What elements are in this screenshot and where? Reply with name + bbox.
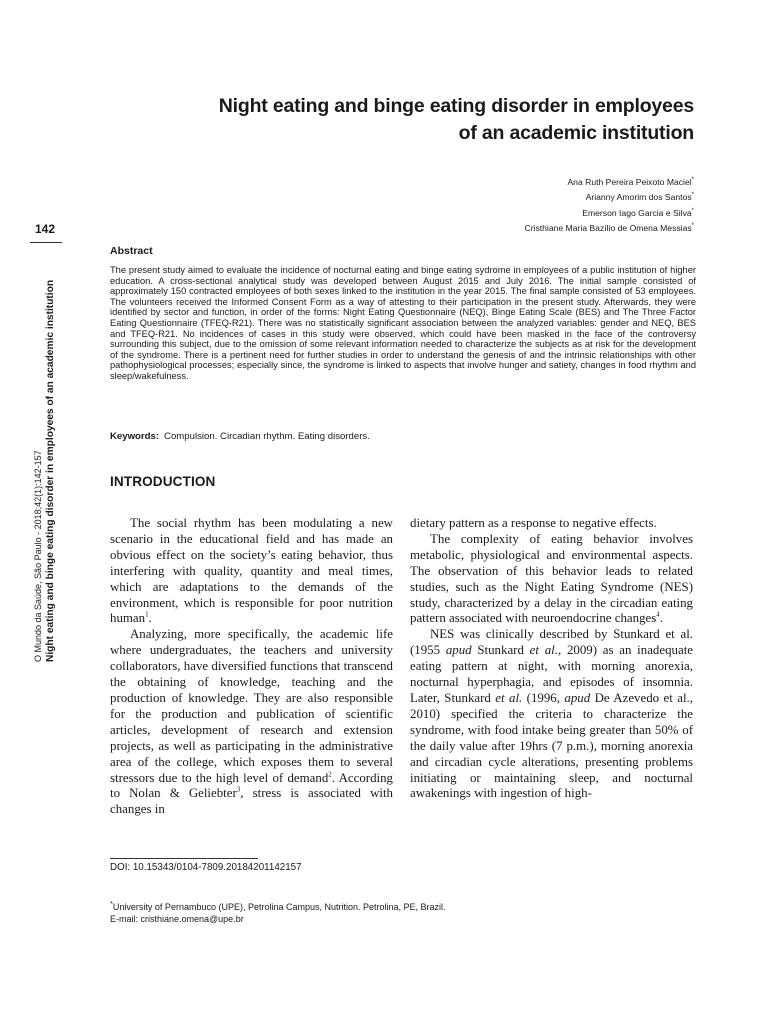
affiliation-email[interactable]: E-mail: cristhiane.omena@upe.br	[110, 913, 244, 924]
page-number-rule	[30, 242, 62, 243]
paragraph: The social rhythm has been modulating a new scenario in the educational field and has made an obvious effect on the society’s eating behavior, thus interfering with quality, quantity and meal times, which are adaptations to the demands of the environment, which is responsible for poor nutrition human$^1$.	[110, 516, 393, 626]
footnote-rule	[110, 858, 258, 859]
page-number: 142	[35, 222, 56, 236]
paragraph: dietary pattern as a response to negative effects.	[410, 516, 657, 530]
article-title-line-1: Night eating and binge eating disorder in employees	[218, 95, 694, 117]
author-name: Ana Ruth Pereira Peixoto Maciel*	[567, 176, 694, 187]
keywords-text: Compulsion. Circadian rhythm. Eating disorders.	[164, 431, 370, 442]
paragraph: NES was clinically described by Stunkard et al. (1955 apud Stunkard et al., 2009) as an inadequate eating pattern at night, with morning anorexia, nocturnal hyperphagia, and episodes of insomnia. Later, Stunkard et al. (1996, apud De Azevedo et al., 2010) specified the criteria to characterize the syndrome, with food intake being greater than 50% of the daily value after 19hrs (7 p.m.), morning anorexia and circadian cycle alterations, presenting problems initiating or maintaining sleep, and nocturnal awakenings with ingestion of high-	[410, 627, 693, 801]
affiliation-text: *University of Pernambuco (UPE), Petrolina Campus, Nutrition. Petrolina, PE, Brazil.	[110, 899, 446, 912]
author-name: Cristhiane Maria Bazílio de Omena Messias*	[524, 222, 694, 233]
keywords-label: Keywords:	[110, 431, 160, 442]
paragraph: Analyzing, more specifically, the academic life where undergraduates, the teachers and university collaborators, have diversified functions that transcend the obtaining of knowledge, teaching and the production of knowledge. They are also responsible for the production and publication of scientific articles, development of research and extension projects, as well as participating in the administrative area of the college, which exposes them to several stressors due to the high level of demand$^2$. According to Nolan & Geliebter$^3$, stress is associated with changes in	[110, 627, 393, 817]
author-name: Arianny Amorim dos Santos*	[585, 192, 694, 203]
journal-citation: O Mundo da Saúde, São Paulo - 2018;42(1):142-157	[33, 450, 43, 662]
paragraph: The complexity of eating behavior involves metabolic, physiological and environmental aspects. The observation of this behavior leads to related studies, such as the Night Eating Syndrome (NES) study, characterized by a delay in the circadian eating pattern associated with neuroendocrine changes$^4$.	[410, 531, 693, 626]
running-title: Night eating and binge eating disorder in employees of an academic institution	[45, 279, 56, 662]
article-title-line-2: of an academic institution	[458, 122, 694, 144]
article-title	[94, 93, 694, 147]
abstract-text: The present study aimed to evaluate the incidence of nocturnal eating and binge eating sydrome in employees of a public institution of higher education. A cross-sectional analytical study was developed between August 2015 and July 2016. The initial sample consisted of approximately 150 contracted employees of both sexes linked to the institution in the year 2015. The final sample consisted of 53 employees. The volunteers received the Informed Consent Form as a way of attesting to their participation in the present study. Afterwards, they were identified by sector and function, in order of the forms: Night Eating Questionnaire (NEQ), Binge Eating Scale (BES) and The Three Factor Eating Questionnaire (TFEQ-R21). There was no statistically significant association between the analyzed variables: gender and NEQ, BES and TFEQ-R21. No incidences of cases in this study were observed, which could have been masked in the face of the controversy surrounding this subject, due to the omission of some relevant information needed to characterize the subjects as at risk for the development of the syndrome. There is a pertinent need for further studies in order to understand the genesis of and the intrinsic relationships with other pathophysiological processes; especially since, the syndrome is linked to aspects that involve hunger and satiety, changes in food rhythm and sleep/wakefulness.	[110, 265, 696, 381]
introduction-heading: INTRODUCTION	[110, 474, 216, 489]
author-list	[524, 174, 694, 235]
author-name: Emerson Iago Garcia e Silva*	[582, 207, 694, 218]
keywords	[110, 431, 370, 442]
affiliation	[110, 898, 446, 925]
abstract-heading: Abstract	[110, 245, 153, 257]
body-column-left	[110, 516, 393, 818]
body-column-right	[410, 516, 693, 802]
doi[interactable]: DOI: 10.15343/0104-7809.20184201142157	[110, 862, 302, 873]
running-header	[32, 272, 57, 662]
